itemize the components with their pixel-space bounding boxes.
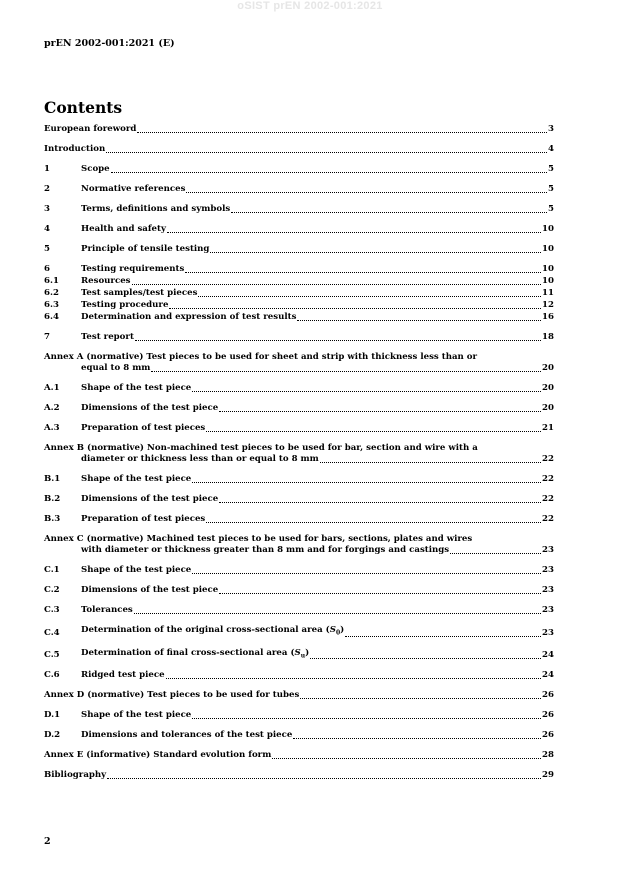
- toc-page: 20: [542, 363, 554, 373]
- symbol-area: S: [294, 647, 301, 658]
- toc-entry-b-3[interactable]: [44, 514, 554, 525]
- toc-number: B.2: [44, 494, 61, 504]
- toc-number: 3: [44, 204, 50, 214]
- toc-page: 24: [542, 670, 554, 681]
- toc-label: [81, 625, 344, 639]
- toc-label: Dimensions of the test piece: [81, 403, 219, 413]
- toc-label-continued: with diameter or thickness greater than 8 mm and for forgings and castings: [81, 545, 450, 555]
- toc-label-text-end: ): [305, 647, 310, 658]
- toc-leader: [132, 282, 542, 285]
- toc-entry-6-4[interactable]: [44, 312, 554, 323]
- toc-label-text-end: ): [340, 625, 345, 635]
- toc-number: C.2: [44, 585, 60, 595]
- toc-page: 23: [542, 585, 554, 595]
- toc-number: 6: [44, 264, 50, 274]
- toc-leader: [231, 210, 547, 213]
- toc-page: 18: [542, 332, 554, 342]
- toc-leader: [107, 776, 541, 779]
- toc-label: Ridged test piece: [81, 670, 165, 681]
- toc-entry-c-3[interactable]: [44, 605, 554, 616]
- toc-entry-c-6[interactable]: [44, 670, 554, 681]
- toc-page: 21: [542, 423, 554, 433]
- toc-number: 1: [44, 164, 50, 174]
- toc-entry-3[interactable]: [44, 204, 554, 215]
- toc-number: A.2: [44, 403, 60, 413]
- toc-entry-b-2[interactable]: [44, 494, 554, 505]
- symbol-subscript: 0: [335, 629, 341, 637]
- toc-number: C.5: [44, 650, 60, 661]
- toc-number: C.6: [44, 670, 60, 681]
- toc-entry-4[interactable]: [44, 224, 554, 235]
- toc-leader: [151, 369, 541, 372]
- toc-label: Testing requirements: [81, 264, 185, 274]
- toc-entry-introduction[interactable]: [44, 144, 554, 155]
- toc-entry-1[interactable]: [44, 164, 554, 175]
- toc-label: Shape of the test piece: [81, 565, 192, 575]
- toc-page: 23: [542, 627, 554, 638]
- toc-number: 6.4: [44, 312, 59, 322]
- toc-page: 3: [548, 124, 554, 134]
- toc-label: Determination and expression of test results: [81, 312, 297, 322]
- toc-label: Scope: [81, 164, 110, 174]
- symbol-subscript: u: [300, 652, 306, 660]
- toc-leader: [297, 318, 541, 321]
- toc-label: Introduction: [44, 144, 106, 154]
- toc-number: 7: [44, 332, 50, 342]
- toc-entry-6-1[interactable]: [44, 276, 554, 287]
- toc-leader: [192, 571, 541, 574]
- toc-label: Terms, definitions and symbols: [81, 204, 231, 214]
- toc-number: C.3: [44, 605, 60, 615]
- toc-page: 22: [542, 474, 554, 484]
- toc-label: Normative references: [81, 184, 186, 194]
- toc-entry-annex-c[interactable]: [44, 534, 554, 556]
- page-number: 2: [44, 836, 51, 847]
- toc-page: 26: [542, 710, 554, 721]
- page-title: Contents: [44, 98, 123, 117]
- toc-label: Dimensions and tolerances of the test piece: [81, 730, 293, 741]
- toc-leader: [310, 656, 541, 659]
- toc-number: 6.2: [44, 288, 59, 298]
- toc-entry-annex-e[interactable]: [44, 750, 554, 761]
- toc-entry-2[interactable]: [44, 184, 554, 195]
- toc-leader: [219, 409, 541, 412]
- toc-page: 22: [542, 494, 554, 504]
- toc-entry-c-2[interactable]: [44, 585, 554, 596]
- toc-number: 4: [44, 224, 50, 234]
- toc-label: Principle of tensile testing: [81, 244, 210, 254]
- toc-label: Annex A (normative) Test pieces to be used for sheet and strip with thickness less than or: [44, 352, 478, 362]
- toc-entry-b-1[interactable]: [44, 474, 554, 485]
- toc-label: Bibliography: [44, 770, 107, 781]
- toc-label: [81, 648, 309, 662]
- toc-page: 28: [542, 750, 554, 761]
- toc-page: 26: [542, 730, 554, 741]
- toc-leader: [166, 676, 541, 679]
- toc-label: Preparation of test pieces: [81, 514, 206, 524]
- toc-label: Annex C (normative) Machined test pieces to be used for bars, sections, plates and wires: [44, 534, 473, 544]
- toc-entry-6[interactable]: [44, 264, 554, 275]
- toc-leader: [320, 460, 541, 463]
- toc-number: C.4: [44, 627, 60, 638]
- toc-number: A.1: [44, 383, 60, 393]
- toc-label-text: Determination of the original cross-sectional area (: [81, 625, 330, 635]
- toc-leader: [185, 270, 541, 273]
- toc-label: Testing procedure: [81, 300, 169, 310]
- table-of-contents: [44, 124, 554, 781]
- toc-entry-a-2[interactable]: [44, 403, 554, 414]
- toc-entry-a-1[interactable]: [44, 383, 554, 394]
- toc-number: C.1: [44, 565, 60, 575]
- toc-leader: [192, 480, 541, 483]
- toc-label: Dimensions of the test piece: [81, 585, 219, 595]
- toc-page: 23: [542, 605, 554, 615]
- toc-entry-7[interactable]: [44, 332, 554, 343]
- toc-leader: [192, 716, 541, 719]
- toc-label: Preparation of test pieces: [81, 423, 206, 433]
- toc-leader: [167, 230, 541, 233]
- toc-leader: [210, 250, 541, 253]
- toc-label: Tolerances: [81, 605, 133, 615]
- toc-page: 5: [548, 164, 554, 174]
- toc-leader: [135, 338, 541, 341]
- toc-leader: [272, 756, 541, 759]
- toc-page: 5: [548, 184, 554, 194]
- toc-leader: [206, 429, 541, 432]
- toc-label: Annex D (normative) Test pieces to be used for tubes: [44, 690, 300, 701]
- toc-label: Shape of the test piece: [81, 474, 192, 484]
- toc-leader: [345, 634, 541, 637]
- toc-entry-annex-d[interactable]: [44, 690, 554, 701]
- watermark: oSIST prEN 2002-001:2021: [237, 0, 383, 12]
- toc-page: 22: [542, 454, 554, 464]
- toc-leader: [106, 150, 547, 153]
- toc-number: B.3: [44, 514, 61, 524]
- toc-leader: [198, 294, 541, 297]
- toc-leader: [111, 170, 547, 173]
- toc-label: Dimensions of the test piece: [81, 494, 219, 504]
- toc-label: Annex E (informative) Standard evolution form: [44, 750, 272, 761]
- toc-page: 29: [542, 770, 554, 781]
- toc-entry-d-1[interactable]: [44, 710, 554, 721]
- toc-page: 10: [542, 244, 554, 254]
- document-id: prEN 2002-001:2021 (E): [44, 38, 175, 49]
- toc-label-continued: equal to 8 mm: [81, 363, 151, 373]
- toc-page: 5: [548, 204, 554, 214]
- toc-number: 2: [44, 184, 50, 194]
- toc-entry-c-1[interactable]: [44, 565, 554, 576]
- toc-leader: [219, 591, 541, 594]
- toc-leader: [206, 520, 541, 523]
- toc-number: D.2: [44, 730, 61, 741]
- symbol-area: S: [329, 625, 336, 635]
- toc-label-text: Determination of final cross-sectional area (: [81, 647, 295, 658]
- toc-page: 23: [542, 565, 554, 575]
- toc-label: Shape of the test piece: [81, 383, 192, 393]
- toc-page: 10: [542, 264, 554, 274]
- toc-page: 12: [542, 300, 554, 310]
- toc-number: 6.1: [44, 276, 59, 286]
- toc-number: D.1: [44, 710, 61, 721]
- toc-leader: [192, 389, 541, 392]
- toc-entry-annex-b[interactable]: [44, 443, 554, 465]
- toc-label: Health and safety: [81, 224, 166, 234]
- toc-page: 10: [542, 276, 554, 286]
- toc-label: Test report: [81, 332, 134, 342]
- toc-leader: [137, 130, 547, 133]
- toc-leader: [219, 500, 541, 503]
- toc-leader: [300, 696, 541, 699]
- toc-page: 10: [542, 224, 554, 234]
- toc-label: Annex B (normative) Non-machined test pieces to be used for bar, section and wire with a: [44, 443, 478, 453]
- toc-entry-c-4[interactable]: [44, 625, 554, 639]
- toc-leader: [134, 611, 541, 614]
- toc-page: 26: [542, 690, 554, 701]
- toc-label: Shape of the test piece: [81, 710, 192, 721]
- toc-number: B.1: [44, 474, 61, 484]
- toc-entry-european-foreword[interactable]: [44, 124, 554, 135]
- toc-entry-d-2[interactable]: [44, 730, 554, 741]
- toc-page: 23: [542, 545, 554, 555]
- toc-page: 22: [542, 514, 554, 524]
- toc-label: Resources: [81, 276, 131, 286]
- toc-label-continued: diameter or thickness less than or equal to 8 mm: [81, 454, 319, 464]
- toc-entry-annex-a[interactable]: [44, 352, 554, 374]
- toc-number: 6.3: [44, 300, 59, 310]
- toc-number: 5: [44, 244, 50, 254]
- toc-page: 20: [542, 383, 554, 393]
- toc-entry-a-3[interactable]: [44, 423, 554, 434]
- toc-number: A.3: [44, 423, 60, 433]
- toc-entry-6-3[interactable]: [44, 300, 554, 311]
- toc-leader: [186, 190, 547, 193]
- toc-leader: [169, 306, 541, 309]
- toc-entry-bibliography[interactable]: [44, 770, 554, 781]
- toc-entry-c-5[interactable]: [44, 648, 554, 662]
- toc-label: Test samples/test pieces: [81, 288, 198, 298]
- toc-page: 24: [542, 650, 554, 661]
- toc-leader: [293, 736, 541, 739]
- toc-entry-6-2[interactable]: [44, 288, 554, 299]
- toc-page: 4: [548, 144, 554, 154]
- toc-label: European foreword: [44, 124, 137, 134]
- toc-page: 16: [542, 312, 554, 322]
- toc-page: 20: [542, 403, 554, 413]
- toc-leader: [450, 551, 541, 554]
- toc-entry-5[interactable]: [44, 244, 554, 255]
- toc-page: 11: [542, 288, 554, 298]
